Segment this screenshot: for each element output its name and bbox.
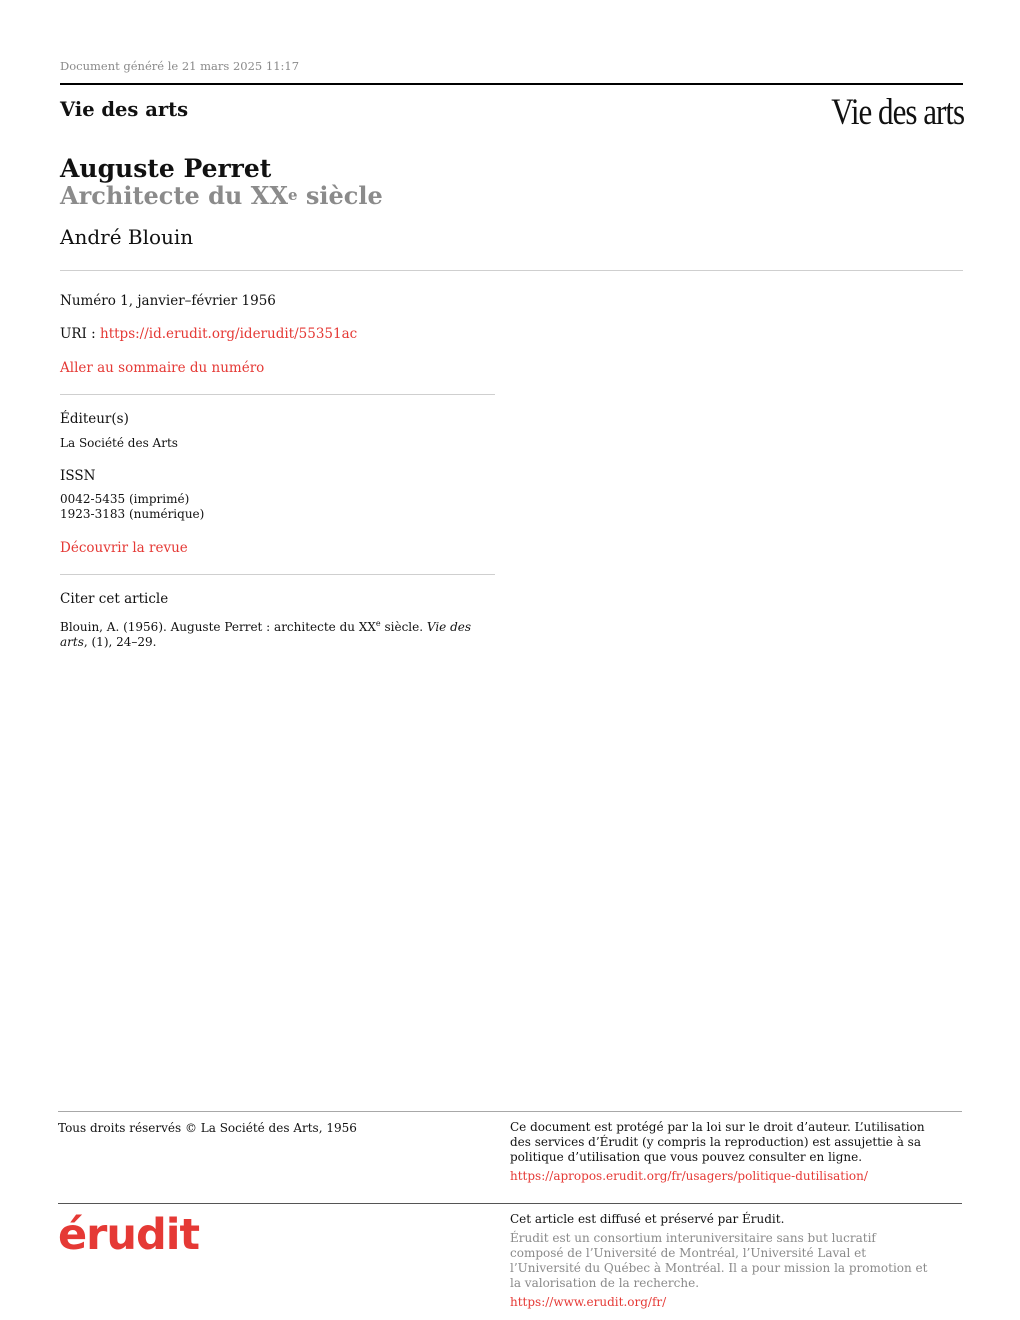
- article-subtitle: Architecte du XXe siècle: [60, 181, 383, 210]
- publisher-heading: Éditeur(s): [60, 411, 129, 427]
- uri-line: [60, 326, 357, 342]
- article-title: Auguste Perret: [60, 154, 272, 183]
- issn-digital: 1923-3183 (numérique): [60, 507, 205, 521]
- footer-rule: [58, 1111, 962, 1112]
- journal-logo: Vie des arts: [831, 92, 964, 133]
- erudit-description: Érudit est un consortium interuniversitaire sans but lucratif composé de l’Université de Montréal, l’Université Laval et l’Université du Québec à Montréal. Il a pour mission la promotion et la valorisation de la recherche.: [510, 1231, 928, 1290]
- uri-label: URI :: [60, 326, 101, 342]
- divider: [60, 394, 495, 395]
- erudit-logo: érudit: [58, 1210, 200, 1260]
- divider: [60, 270, 963, 271]
- copyright-notice: Ce document est protégé par la loi sur le droit d’auteur. L’utilisation des services d’Érudit (y compris la reproduction) est assujettie à sa politique d’utilisation que vous pouvez consulter en ligne.: [510, 1120, 925, 1164]
- uri-link[interactable]: https://id.erudit.org/iderudit/55351ac: [100, 326, 358, 342]
- issue-number: Numéro 1, janvier–février 1956: [60, 293, 276, 309]
- erudit-link[interactable]: https://www.erudit.org/fr/: [510, 1295, 667, 1309]
- discover-journal-link[interactable]: Découvrir la revue: [60, 540, 188, 556]
- divider: [60, 574, 495, 575]
- cite-heading: Citer cet article: [60, 591, 169, 607]
- header-rule: [60, 83, 963, 85]
- policy-link[interactable]: https://apropos.erudit.org/fr/usagers/politique-dutilisation/: [510, 1169, 868, 1183]
- issn-heading: ISSN: [60, 468, 96, 484]
- publisher-name: La Société des Arts: [60, 436, 178, 450]
- copyright-block: [510, 1120, 930, 1184]
- article-author: André Blouin: [60, 225, 194, 249]
- diffusion-statement: Cet article est diffusé et préservé par Érudit.: [510, 1212, 785, 1226]
- footer-rule: [58, 1203, 962, 1204]
- rights-statement: Tous droits réservés © La Société des Arts, 1956: [58, 1121, 357, 1135]
- issn-print: 0042-5435 (imprimé): [60, 492, 190, 506]
- toc-link[interactable]: Aller au sommaire du numéro: [60, 360, 265, 376]
- journal-name: Vie des arts: [60, 98, 189, 121]
- generated-date: Document généré le 21 mars 2025 11:17: [60, 59, 300, 73]
- erudit-block: [510, 1212, 930, 1310]
- citation-text: Blouin, A. (1956). Auguste Perret : architecte du XXe siècle. Vie des arts, (1), 24–29.: [60, 619, 472, 649]
